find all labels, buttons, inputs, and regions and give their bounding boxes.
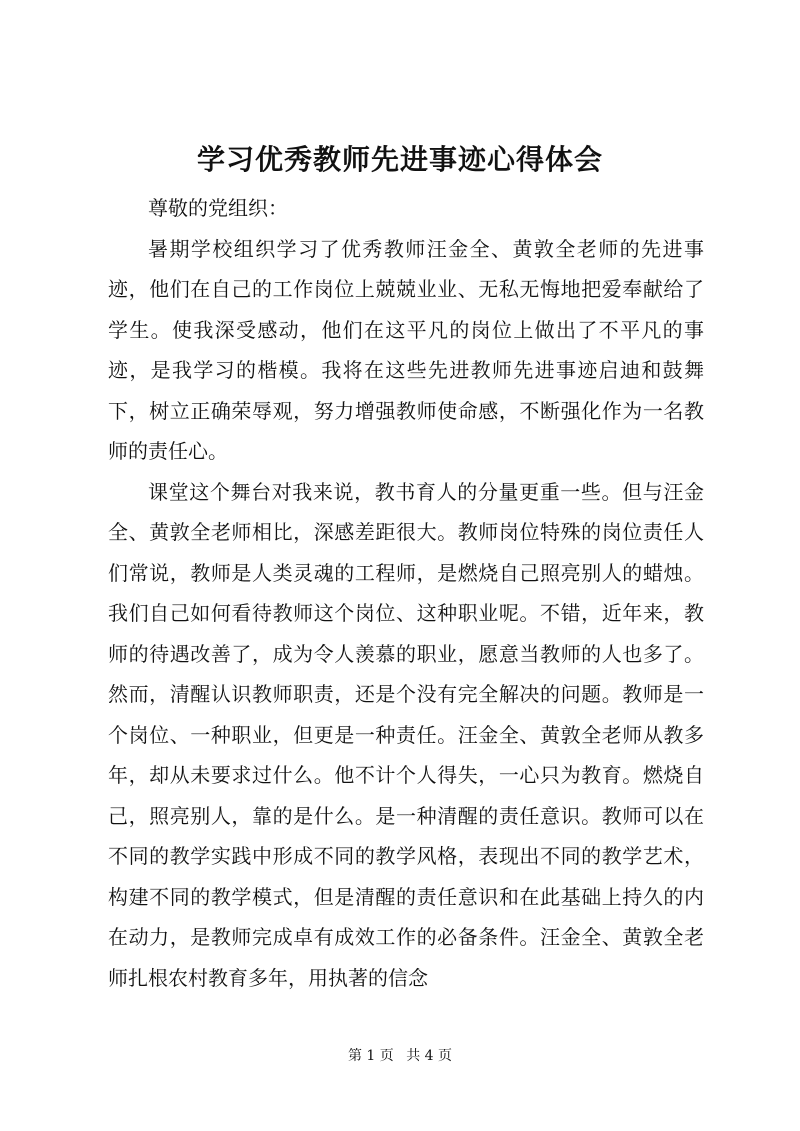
paragraph-1: 暑期学校组织学习了优秀教师汪金全、黄敦全老师的先进事迹，他们在自己的工作岗位上兢兢业业、无私无悔地把爱奉献给了学生。使我深受感动，他们在这平凡的岗位上做出了不平凡的事迹，是我学习的楷模。我将在这些先进教师先进事迹启迪和鼓舞下，树立正确荣辱观，努力增强教师使命感，不断强化作为一名教师的责任心。 xyxy=(108,236,704,463)
page-footer xyxy=(0,1046,800,1066)
document-title: 学习优秀教师先进事迹心得体会 xyxy=(196,143,603,176)
page-total: 共 4 页 xyxy=(406,1048,453,1064)
page-number: 第 1 页 xyxy=(347,1048,394,1064)
salutation: 尊敬的党组织： xyxy=(148,196,288,220)
document-body xyxy=(108,188,704,998)
paragraph-2: 课堂这个舞台对我来说，教书育人的分量更重一些。但与汪金全、黄敦全老师相比，深感差距很大。教师岗位特殊的岗位责任人们常说，教师是人类灵魂的工程师，是燃烧自己照亮别人的蜡烛。我们自己如何看待教师这个岗位、这种职业呢。不错，近年来，教师的待遇改善了，成为令人羡慕的职业，愿意当教师的人也多了。然而，清醒认识教师职责，还是个没有完全解决的问题。教师是一个岗位、一种职业，但更是一种责任。汪金全、黄敦全老师从教多年，却从未要求过什么。他不计个人得失，一心只为教育。燃烧自己，照亮别人，靠的是什么。是一种清醒的责任意识。教师可以在不同的教学实践中形成不同的教学风格，表现出不同的教学艺术，构建不同的教学模式，但是清醒的责任意识和在此基础上持久的内在动力，是教师完成卓有成效工作的必备条件。汪金全、黄敦全老师扎根农村教育多年，用执著的信念 xyxy=(108,479,704,990)
